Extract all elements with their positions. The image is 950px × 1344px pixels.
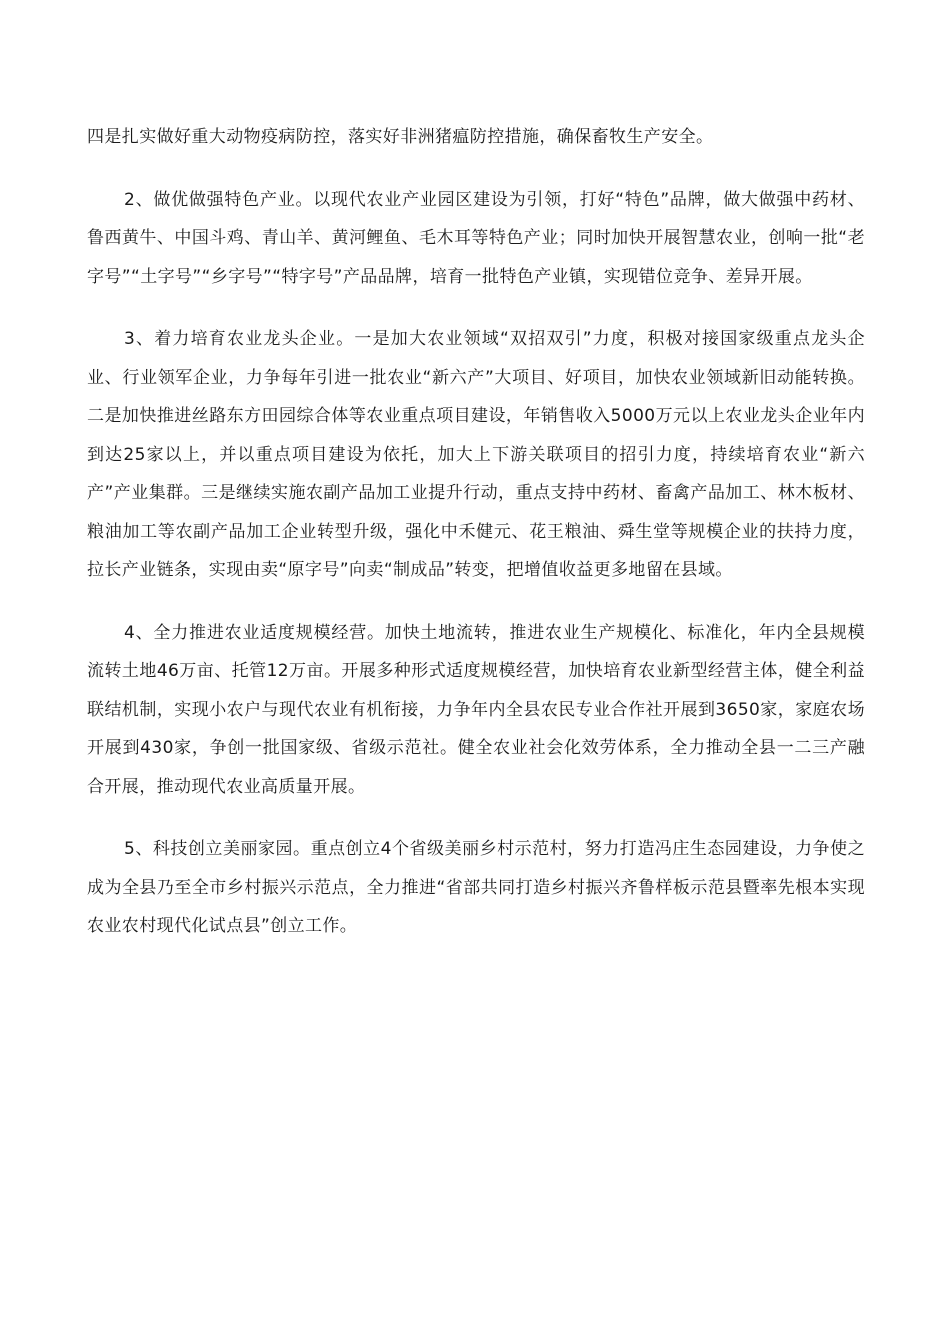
paragraph-4: 4、全力推进农业适度规模经营。加快土地流转，推进农业生产规模化、标准化，年内全县规模流转土地46万亩、托管12万亩。开展多种形式适度规模经营，加快培育农业新型经营主体，健全利益联结机制，实现小农户与现代农业有机衔接，力争年内全县农民专业合作社开展到3650家，家庭农场开展到430家，争创一批国家级、省级示范社。健全农业社会化效劳体系，全力推动全县一二三产融合开展，推动现代农业高质量开展。 bbox=[87, 622, 865, 797]
paragraph-1: 四是扎实做好重大动物疫病防控，落实好非洲猪瘟防控措施，确保畜牧生产安全。 bbox=[87, 127, 714, 147]
paragraph-3: 3、着力培育农业龙头企业。一是加大农业领域“双招双引”力度，积极对接国家级重点龙头企业、行业领军企业，力争每年引进一批农业“新六产”大项目、好项目，加快农业领域新旧动能转换。二是加快推进丝路东方田园综合体等农业重点项目建设，年销售收入5000万元以上农业龙头企业年内到达25家以上，并以重点项目建设为依托，加大上下游关联项目的招引力度，持续培育农业“新六产”产业集群。三是继续实施农副产品加工业提升行动，重点支持中药材、畜禽产品加工、林木板材、粮油加工等农副产品加工企业转型升级，强化中禾健元、花王粮油、舜生堂等规模企业的扶持力度，拉长产业链条，实现由卖“原字号”向卖“制成品”转变，把增值收益更多地留在县域。 bbox=[87, 329, 865, 580]
paragraph-2: 2、做优做强特色产业。以现代农业产业园区建设为引领，打好“特色”品牌，做大做强中药材、鲁西黄牛、中国斗鸡、青山羊、黄河鲤鱼、毛木耳等特色产业；同时加快开展智慧农业，创响一批“老字号”“土字号”“乡字号”“特字号”产品品牌，培育一批特色产业镇，实现错位竞争、差异开展。 bbox=[87, 189, 865, 287]
document-body bbox=[87, 118, 865, 970]
paragraph-5: 5、科技创立美丽家园。重点创立4个省级美丽乡村示范村，努力打造冯庄生态园建设，力争使之成为全县乃至全市乡村振兴示范点，全力推进“省部共同打造乡村振兴齐鲁样板示范县暨率先根本实现农业农村现代化试点县”创立工作。 bbox=[87, 839, 865, 936]
